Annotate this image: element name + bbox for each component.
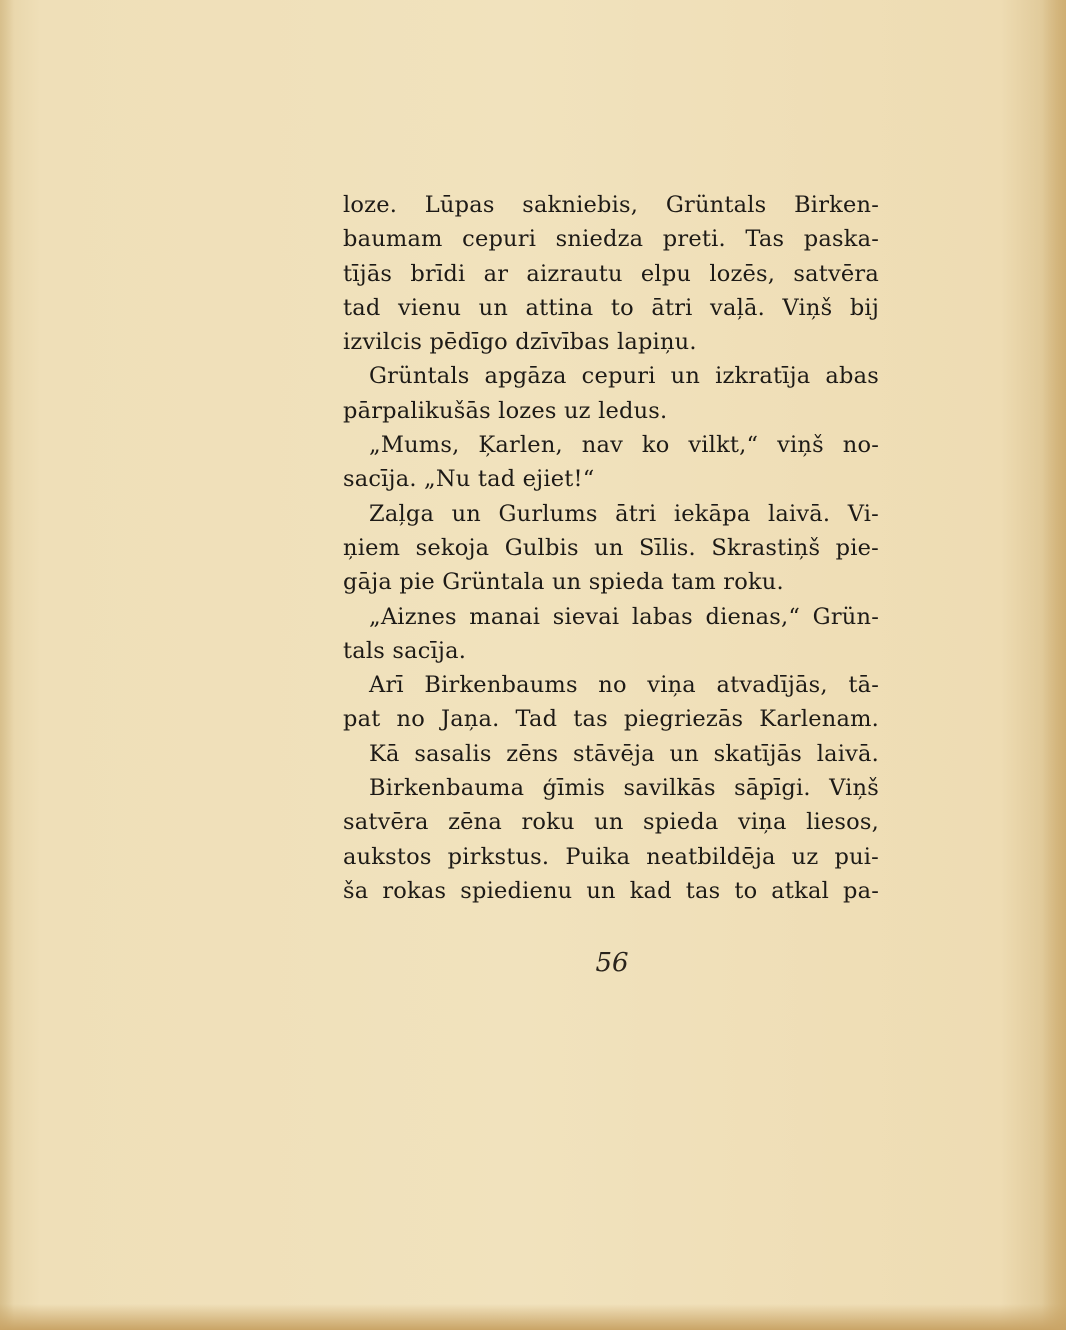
text-line: pat no Jaņa. Tad tas piegriezās Karlenam. [343, 706, 879, 733]
text-line: gāja pie Grüntala un spieda tam roku. [343, 569, 784, 596]
body-text [343, 188, 879, 908]
text-line: ša rokas spiedienu un kad tas to atkal pa- [343, 877, 879, 904]
text-line: tals sacīja. [343, 637, 467, 664]
page-edge-bottom [0, 1304, 1066, 1330]
text-line: ņiem sekoja Gulbis un Sīlis. Skrastiņš pie- [343, 534, 879, 561]
page-edge-right [1042, 0, 1066, 1330]
text-line: baumam cepuri sniedza preti. Tas paska- [343, 226, 879, 253]
text-line: „Mums, Ķarlen, nav ko vilkt,“ viņš no- [369, 432, 879, 459]
text-line: „Aiznes manai sievai labas dienas,“ Grün- [369, 603, 879, 630]
text-line: Zaļga un Gurlums ātri iekāpa laivā. Vi- [369, 500, 879, 527]
page-number: 56 [595, 948, 629, 978]
text-line: Kā sasalis zēns stāvēja un skatījās laivā. [369, 740, 879, 767]
text-line: tad vienu un attina to ātri vaļā. Viņš bij [343, 294, 879, 321]
text-line: Grüntals apgāza cepuri un izkratīja abas [369, 363, 879, 390]
text-line: tījās brīdi ar aizrautu elpu lozēs, satvēra [343, 260, 879, 287]
text-line: satvēra zēna roku un spieda viņa liesos, [343, 809, 879, 836]
text-line: izvilcis pēdīgo dzīvības lapiņu. [343, 329, 697, 356]
text-line: sacīja. „Nu tad ejiet!“ [343, 466, 595, 493]
text-line: Arī Birkenbaums no viņa atvadījās, tā- [369, 672, 879, 699]
text-line: Birkenbauma ģīmis savilkās sāpīgi. Viņš [369, 775, 879, 802]
text-line: loze. Lūpas sakniebis, Grüntals Birken- [343, 192, 879, 218]
text-line: aukstos pirkstus. Puika neatbildēja uz pui- [343, 843, 879, 870]
page-edge-left [0, 0, 14, 1330]
text-line: pārpalikušās lozes uz ledus. [343, 397, 668, 424]
